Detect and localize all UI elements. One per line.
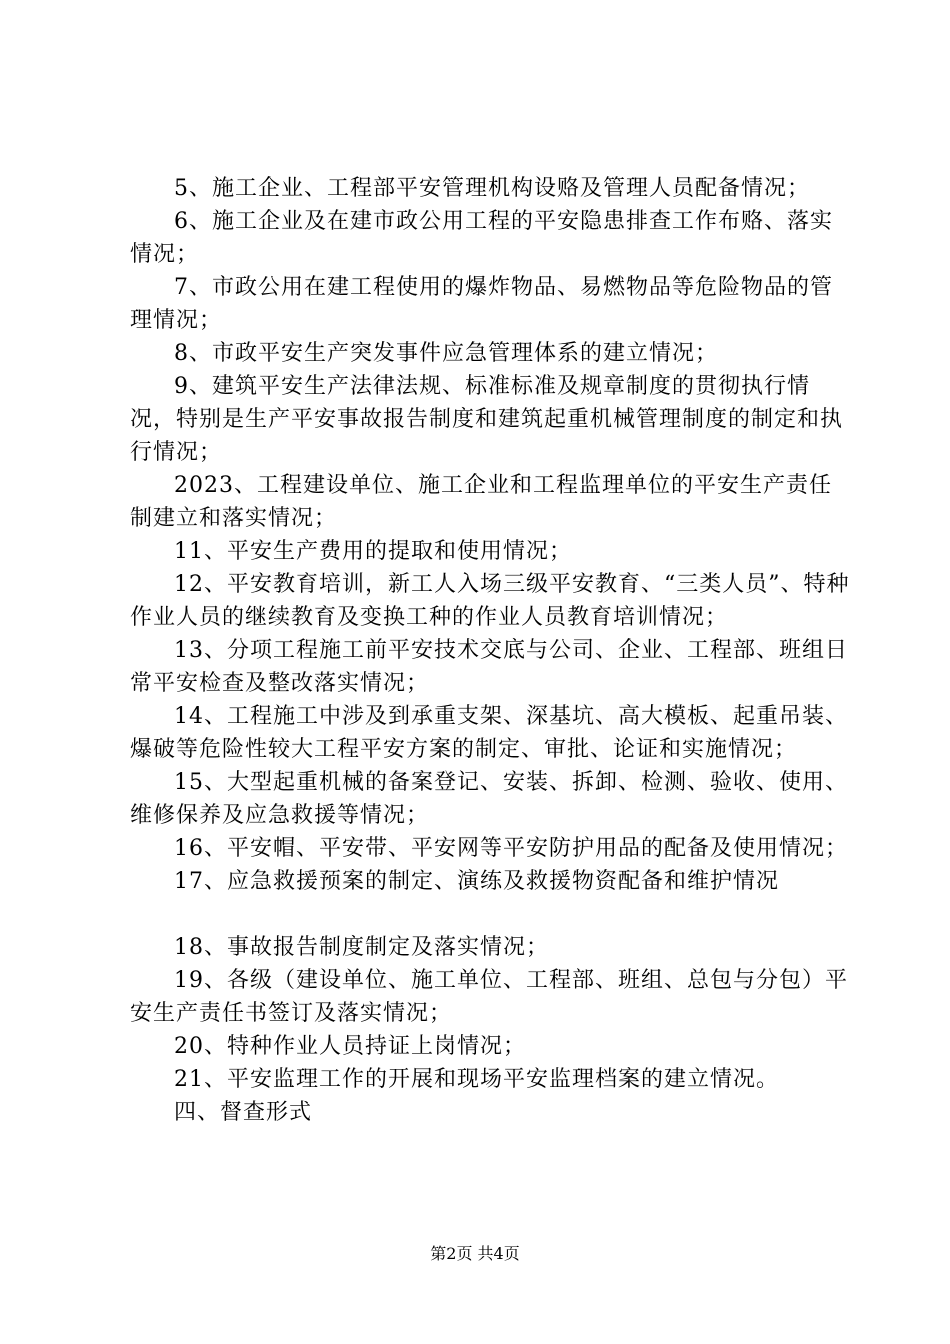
paragraph-8: 8、市政平安生产突发事件应急管理体系的建立情况； bbox=[174, 341, 718, 366]
paragraph-19: 19、各级（建设单位、施工单位、工程部、班组、总包与分包）平安生产责任书签订及落实情况； bbox=[130, 968, 848, 1026]
paragraph-18: 18、事故报告制度制定及落实情况； bbox=[174, 935, 549, 960]
paragraph-20: 20、特种作业人员持证上岗情况； bbox=[174, 1034, 526, 1059]
paragraph-11: 11、平安生产费用的提取和使用情况； bbox=[174, 539, 572, 564]
paragraph-17: 17、应急救援预案的制定、演练及救援物资配备和维护情况 bbox=[174, 869, 779, 894]
paragraph-7: 7、市政公用在建工程使用的爆炸物品、易燃物品等危险物品的管理情况； bbox=[130, 275, 833, 333]
paragraph-9: 9、建筑平安生产法律法规、标准标准及规章制度的贯彻执行情况，特别是生产平安事故报告制度和建筑起重机械管理制度的制定和执行情况； bbox=[130, 374, 844, 465]
document-body bbox=[130, 172, 850, 1129]
paragraph-21: 21、平安监理工作的开展和现场平安监理档案的建立情况。 bbox=[174, 1067, 779, 1092]
paragraph-6: 6、施工企业及在建市政公用工程的平安隐患排查工作布赂、落实情况； bbox=[130, 209, 833, 267]
section-heading-supervision-form: 四、督查形式 bbox=[174, 1100, 313, 1125]
paragraph-13: 13、分项工程施工前平安技术交底与公司、企业、工程部、班组日常平安检查及整改落实情况； bbox=[130, 638, 848, 696]
paragraph-14: 14、工程施工中涉及到承重支架、深基坑、高大模板、起重吊装、爆破等危险性较大工程平安方案的制定、审批、论证和实施情况； bbox=[130, 704, 848, 762]
paragraph-12: 12、平安教育培训，新工人入场三级平安教育、“三类人员”、特种作业人员的继续教育及变换工种的作业人员教育培训情况； bbox=[130, 572, 850, 630]
page-footer: 第2页 共4页 bbox=[430, 1244, 520, 1263]
paragraph-15: 15、大型起重机械的备案登记、安装、拆卸、检测、验收、使用、维修保养及应急救援等情况； bbox=[130, 770, 848, 828]
paragraph-16: 16、平安帽、平安带、平安网等平安防护用品的配备及使用情况； bbox=[174, 836, 848, 861]
paragraph-5: 5、施工企业、工程部平安管理机构设赂及管理人员配备情况； bbox=[174, 176, 810, 201]
paragraph-10: 2023、工程建设单位、施工企业和工程监理单位的平安生产责任制建立和落实情况； bbox=[130, 473, 832, 531]
